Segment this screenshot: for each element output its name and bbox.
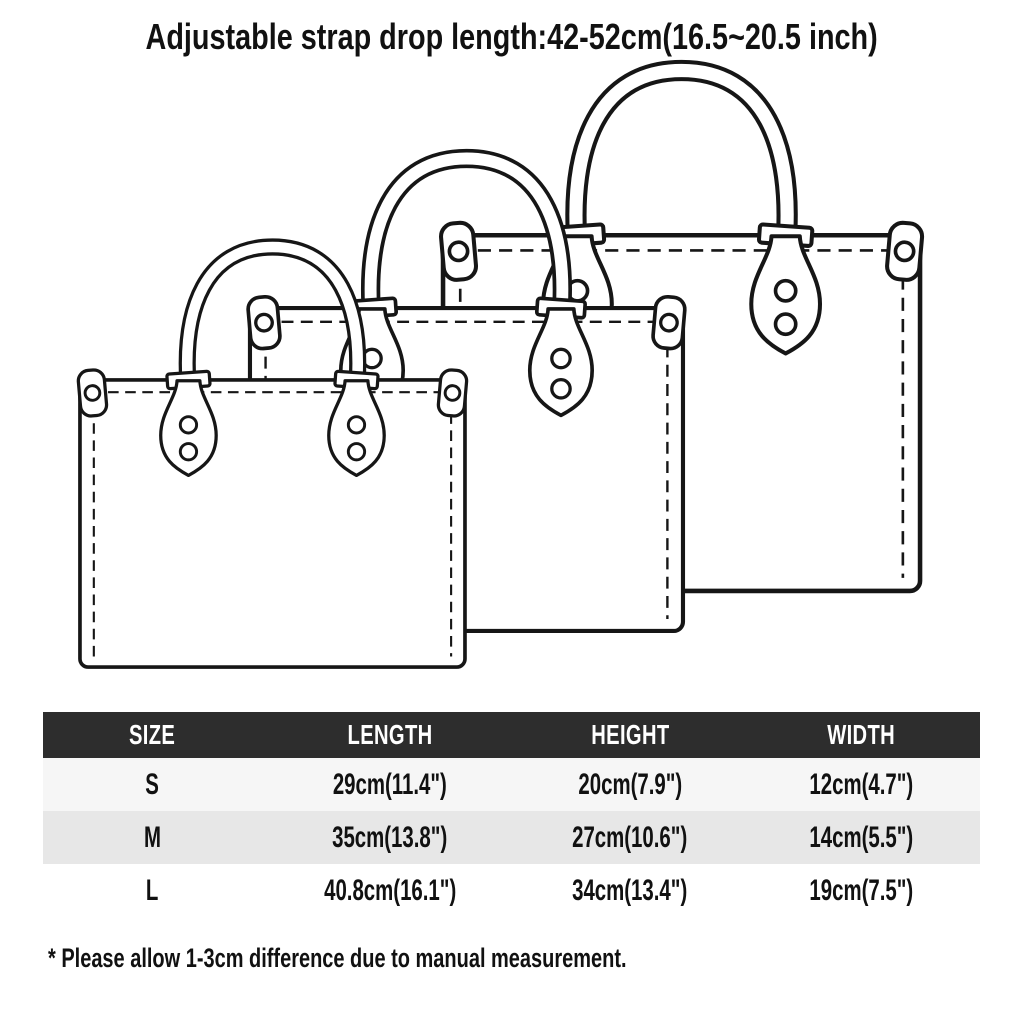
page-title-text: Adjustable strap drop length:42-52cm(16.5~20.5 inch) <box>145 16 879 57</box>
header-cell-height: HEIGHT <box>590 719 670 750</box>
measurement-note <box>48 941 988 975</box>
cell-s-width: 12cm(4.7") <box>809 767 913 801</box>
cell-l-width: 19cm(7.5") <box>809 873 913 907</box>
header-cell-length: LENGTH <box>347 719 433 750</box>
cell-l-length: 40.8cm(16.1") <box>323 873 457 907</box>
table-row-s <box>43 758 980 811</box>
measurement-note-text: * Please allow 1-3cm difference due to manual measurement. <box>48 942 627 973</box>
cell-m-size: M <box>143 820 161 854</box>
table-row-m <box>43 811 980 864</box>
page-title <box>0 14 1024 60</box>
size-table <box>43 712 980 917</box>
table-header-row <box>43 712 980 758</box>
cell-s-height: 20cm(7.9") <box>578 767 682 801</box>
cell-s-length: 29cm(11.4") <box>332 767 447 801</box>
cell-l-size: L <box>146 873 159 907</box>
header-cell-size: SIZE <box>129 719 176 750</box>
cell-m-width: 14cm(5.5") <box>809 820 913 854</box>
cell-s-size: S <box>145 767 160 801</box>
table-row-l <box>43 864 980 917</box>
cell-m-height: 27cm(10.6") <box>572 820 688 854</box>
header-cell-width: WIDTH <box>827 719 895 750</box>
cell-m-length: 35cm(13.8") <box>332 820 448 854</box>
cell-l-height: 34cm(13.4") <box>572 873 688 907</box>
